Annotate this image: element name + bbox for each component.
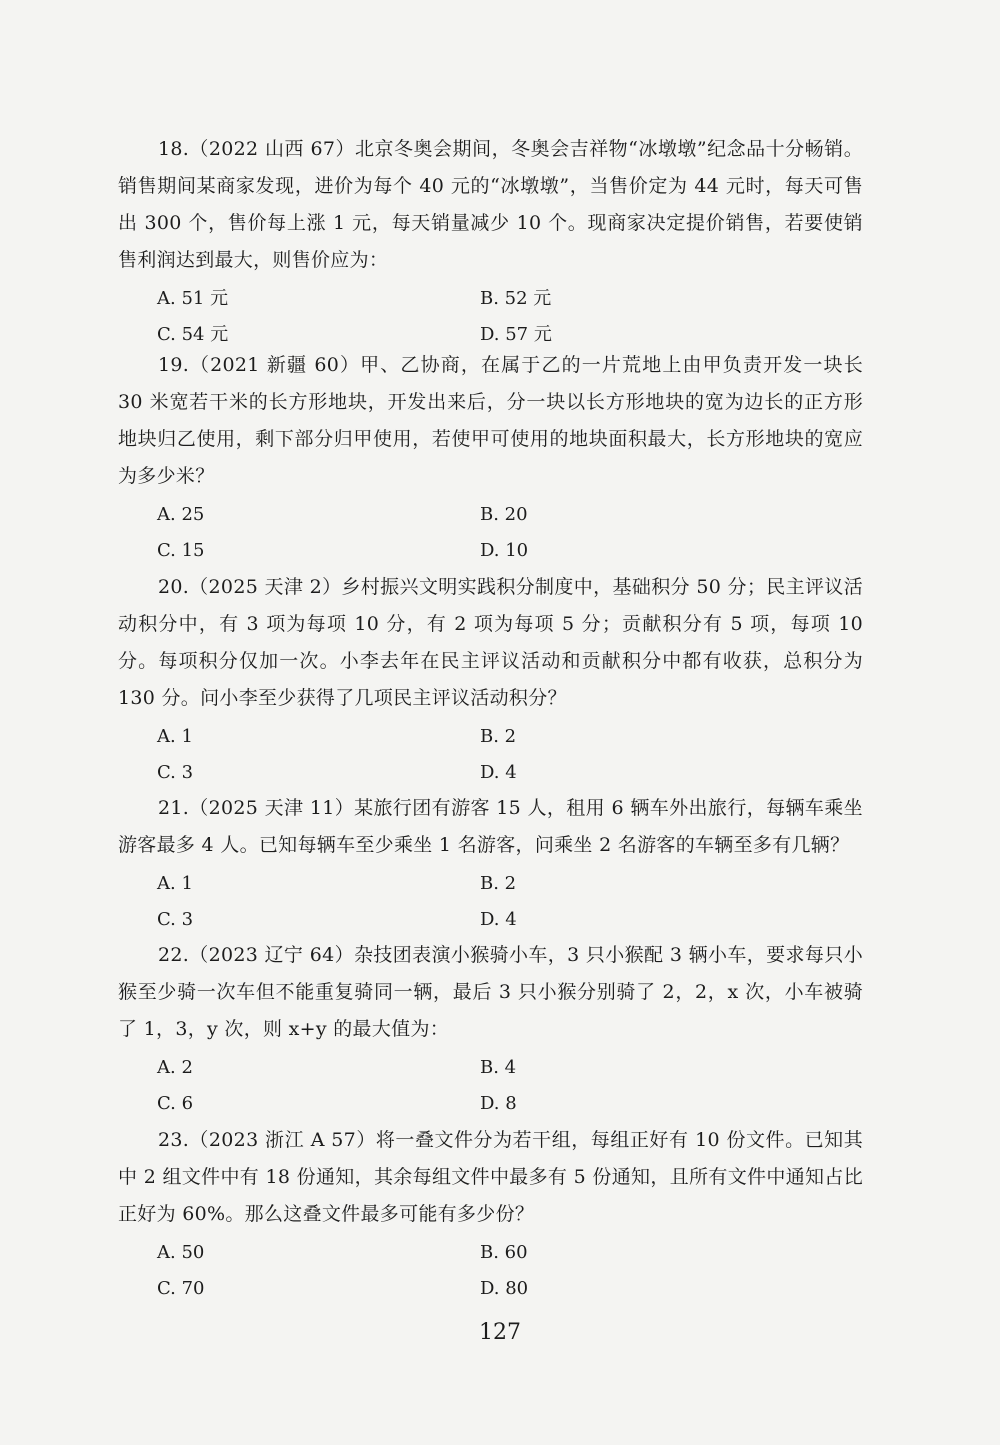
options — [118, 1049, 863, 1123]
option-d: D. 8 — [480, 1093, 517, 1114]
option-b: B. 60 — [480, 1242, 528, 1263]
option-d: D. 80 — [480, 1278, 529, 1299]
options — [118, 1234, 863, 1308]
option-c: C. 15 — [157, 540, 205, 561]
option-a: A. 50 — [157, 1242, 205, 1263]
options — [118, 496, 863, 570]
option-c: C. 3 — [157, 762, 194, 783]
options — [118, 865, 863, 939]
option-c: C. 70 — [157, 1278, 205, 1299]
option-d: D. 57 元 — [480, 324, 552, 345]
question-23 — [118, 1122, 863, 1308]
question-stem: 22.（2023 辽宁 64）杂技团表演小猴骑小车，3 只小猴配 3 辆小车，要求每只小猴至少骑一次车但不能重复骑同一辆，最后 3 只小猴分别骑了 2，2，x 次，小车被骑了 1，3，y 次，则 x+y 的最大值为： — [118, 944, 863, 1040]
option-d: D. 10 — [480, 540, 529, 561]
option-d: D. 4 — [480, 909, 517, 930]
option-c: C. 6 — [157, 1093, 194, 1114]
question-21 — [118, 790, 863, 939]
question-stem: 23.（2023 浙江 A 57）将一叠文件分为若干组，每组正好有 10 份文件。已知其中 2 组文件中有 18 份通知，其余每组文件中最多有 5 份通知，且所有文件中通知占比正好为 60%。那么这叠文件最多可能有多少份？ — [118, 1129, 863, 1225]
options — [118, 280, 863, 354]
option-b: B. 2 — [480, 873, 517, 894]
question-stem: 19.（2021 新疆 60）甲、乙协商，在属于乙的一片荒地上由甲负责开发一块长 30 米宽若干米的长方形地块，开发出来后，分一块以长方形地块的宽为边长的正方形地块归乙使用，剩下部分归甲使用，若使甲可使用的地块面积最大，长方形地块的宽应为多少米？ — [118, 354, 863, 487]
question-18 — [118, 131, 863, 354]
option-c: C. 3 — [157, 909, 194, 930]
option-a: A. 1 — [157, 873, 193, 894]
question-19 — [118, 347, 863, 570]
option-d: D. 4 — [480, 762, 517, 783]
option-c: C. 54 元 — [157, 324, 229, 345]
option-b: B. 4 — [480, 1057, 517, 1078]
page-number: 127 — [479, 1320, 521, 1345]
option-a: A. 1 — [157, 726, 193, 747]
question-stem: 20.（2025 天津 2）乡村振兴文明实践积分制度中，基础积分 50 分；民主评议活动积分中，有 3 项为每项 10 分，有 2 项为每项 5 分；贡献积分有 5 项，每项 10 分。每项积分仅加一次。小李去年在民主评议活动和贡献积分中都有收获，总积分为 130 分。问小李至少获得了几项民主评议活动积分？ — [118, 576, 863, 709]
option-b: B. 20 — [480, 504, 528, 525]
option-a: A. 51 元 — [157, 288, 229, 309]
option-a: A. 25 — [157, 504, 205, 525]
question-20 — [118, 569, 863, 792]
question-stem: 21.（2025 天津 11）某旅行团有游客 15 人，租用 6 辆车外出旅行，每辆车乘坐游客最多 4 人。已知每辆车至少乘坐 1 名游客，问乘坐 2 名游客的车辆至多有几辆？ — [118, 797, 863, 856]
question-stem: 18.（2022 山西 67）北京冬奥会期间，冬奥会吉祥物“冰墩墩”纪念品十分畅销。销售期间某商家发现，进价为每个 40 元的“冰墩墩”，当售价定为 44 元时，每天可售出 300 个，售价每上涨 1 元，每天销量减少 10 个。现商家决定提价销售，若要使销售利润达到最大，则售价应为： — [118, 138, 863, 271]
option-b: B. 52 元 — [480, 288, 552, 309]
question-22 — [118, 937, 863, 1123]
options — [118, 718, 863, 792]
option-a: A. 2 — [157, 1057, 193, 1078]
option-b: B. 2 — [480, 726, 517, 747]
